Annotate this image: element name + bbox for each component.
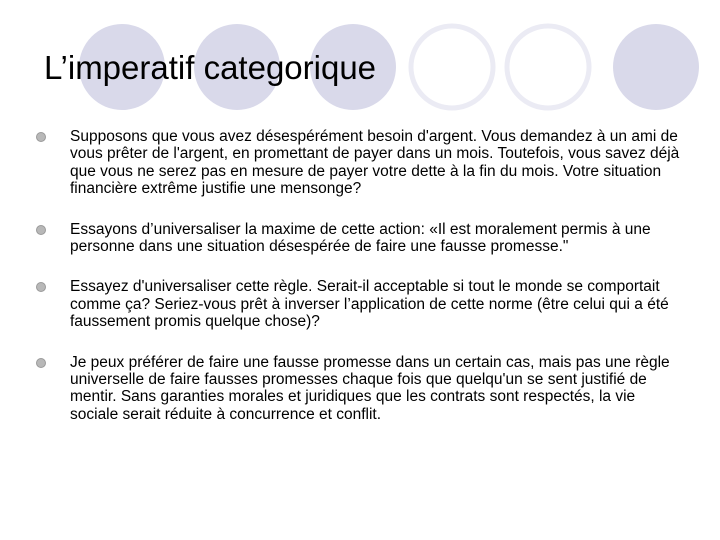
bullet-item (36, 354, 686, 424)
bullet-dot-icon (36, 225, 46, 235)
bullet-item (36, 128, 686, 198)
bullet-item (36, 278, 686, 330)
bullet-dot-icon (36, 358, 46, 368)
bullet-text: Essayons d’universaliser la maxime de cette action: «Il est moralement permis à une personne dans une situation désespérée de faire une fausse promesse." (70, 220, 651, 256)
bullet-dot-icon (36, 132, 46, 142)
bullet-dot-icon (36, 282, 46, 292)
bullet-text: Essayez d'universaliser cette règle. Serait-il acceptable si tout le monde se comportait comme ça? Seriez-vous prêt à inverser l’application de cette norme (être celui qui a été faussement promis quelque chose)? (70, 278, 669, 331)
bullet-text: Je peux préférer de faire une fausse promesse dans un certain cas, mais pas une règle universelle de faire fausses promesses chaque fois que quelqu'un se sent justifié de mentir. Sans garanties morales et juridiques que les contrats sont respectés, la vie sociale serait réduite à concurrence et conflit. (70, 353, 670, 423)
bullet-list (36, 128, 686, 446)
decorative-circle (613, 24, 699, 110)
decorative-ring (411, 26, 493, 108)
bullet-text: Supposons que vous avez désespérément besoin d'argent. Vous demandez à un ami de vous prêter de l'argent, en promettant de payer dans un mois. Toutefois, vous savez déjà que vous ne serez pas en mesure de payer votre dette à la fin du mois. Votre situation financière extrême justifie une mensonge? (70, 128, 680, 198)
slide-title: L’imperatif categorique (44, 49, 377, 86)
decorative-ring (507, 26, 589, 108)
bullet-item (36, 221, 686, 256)
